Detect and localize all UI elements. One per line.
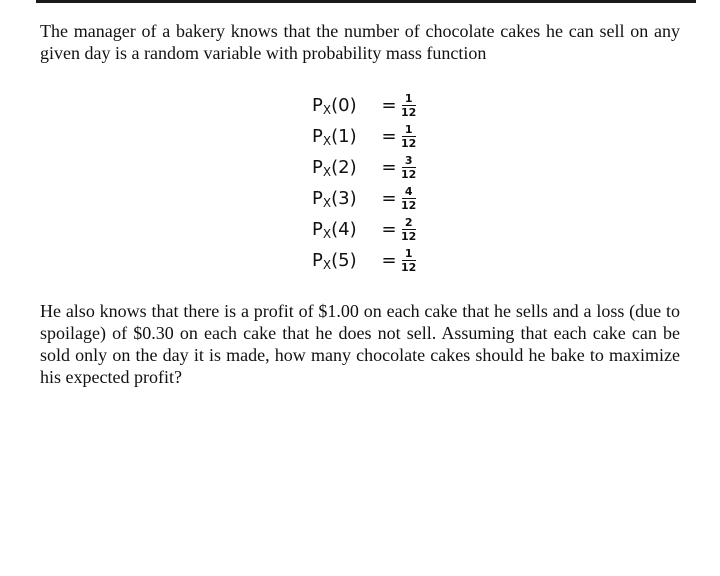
equals-sign: = xyxy=(381,219,397,240)
fraction xyxy=(400,186,417,212)
pmf-lhs: $P_X(1)$ xyxy=(312,125,357,148)
top-rule xyxy=(36,0,696,3)
equals-sign: = xyxy=(381,250,397,271)
fraction xyxy=(400,155,417,181)
fraction xyxy=(400,248,417,274)
fraction-numerator: 2 xyxy=(404,215,413,229)
pmf-list xyxy=(312,90,417,276)
equals-sign: = xyxy=(381,157,397,178)
pmf-lhs: $P_X(0)$ xyxy=(312,94,357,117)
pmf-row xyxy=(312,245,417,276)
fraction-denominator: 12 xyxy=(401,199,417,213)
fraction-numerator: 4 xyxy=(404,184,413,198)
fraction-numerator: 1 xyxy=(404,91,413,105)
equals-sign: = xyxy=(381,126,397,147)
fraction-denominator: 12 xyxy=(401,230,417,244)
fraction xyxy=(400,124,417,150)
equals-sign: = xyxy=(381,95,397,116)
equals-sign: = xyxy=(381,188,397,209)
intro-paragraph: The manager of a bakery knows that the number of chocolate cakes he can sell on any given day is a random variable with probability mass function xyxy=(40,21,680,63)
pmf-row xyxy=(312,90,417,121)
pmf-row xyxy=(312,214,417,245)
fraction-denominator: 12 xyxy=(401,106,417,120)
fraction xyxy=(400,217,417,243)
fraction xyxy=(400,93,417,119)
pmf-row xyxy=(312,152,417,183)
pmf-row xyxy=(312,183,417,214)
fraction-denominator: 12 xyxy=(401,168,417,182)
fraction-numerator: 3 xyxy=(404,153,413,167)
pmf-row xyxy=(312,121,417,152)
fraction-numerator: 1 xyxy=(404,246,413,260)
pmf-lhs: $P_X(2)$ xyxy=(312,156,357,179)
fraction-denominator: 12 xyxy=(401,261,417,275)
fraction-numerator: 1 xyxy=(404,122,413,136)
fraction-denominator: 12 xyxy=(401,137,417,151)
question-paragraph: He also knows that there is a profit of $1.00 on each cake that he sells and a loss (due to spoilage) of $0.30 on each cake that he does not sell. Assuming that each cake can be sold only on the day it is made, how many chocolate cakes should he bake to maximize his expected profit? xyxy=(40,301,680,387)
pmf-lhs: $P_X(5)$ xyxy=(312,249,357,272)
pmf-lhs: $P_X(4)$ xyxy=(312,218,357,241)
pmf-lhs: $P_X(3)$ xyxy=(312,187,357,210)
